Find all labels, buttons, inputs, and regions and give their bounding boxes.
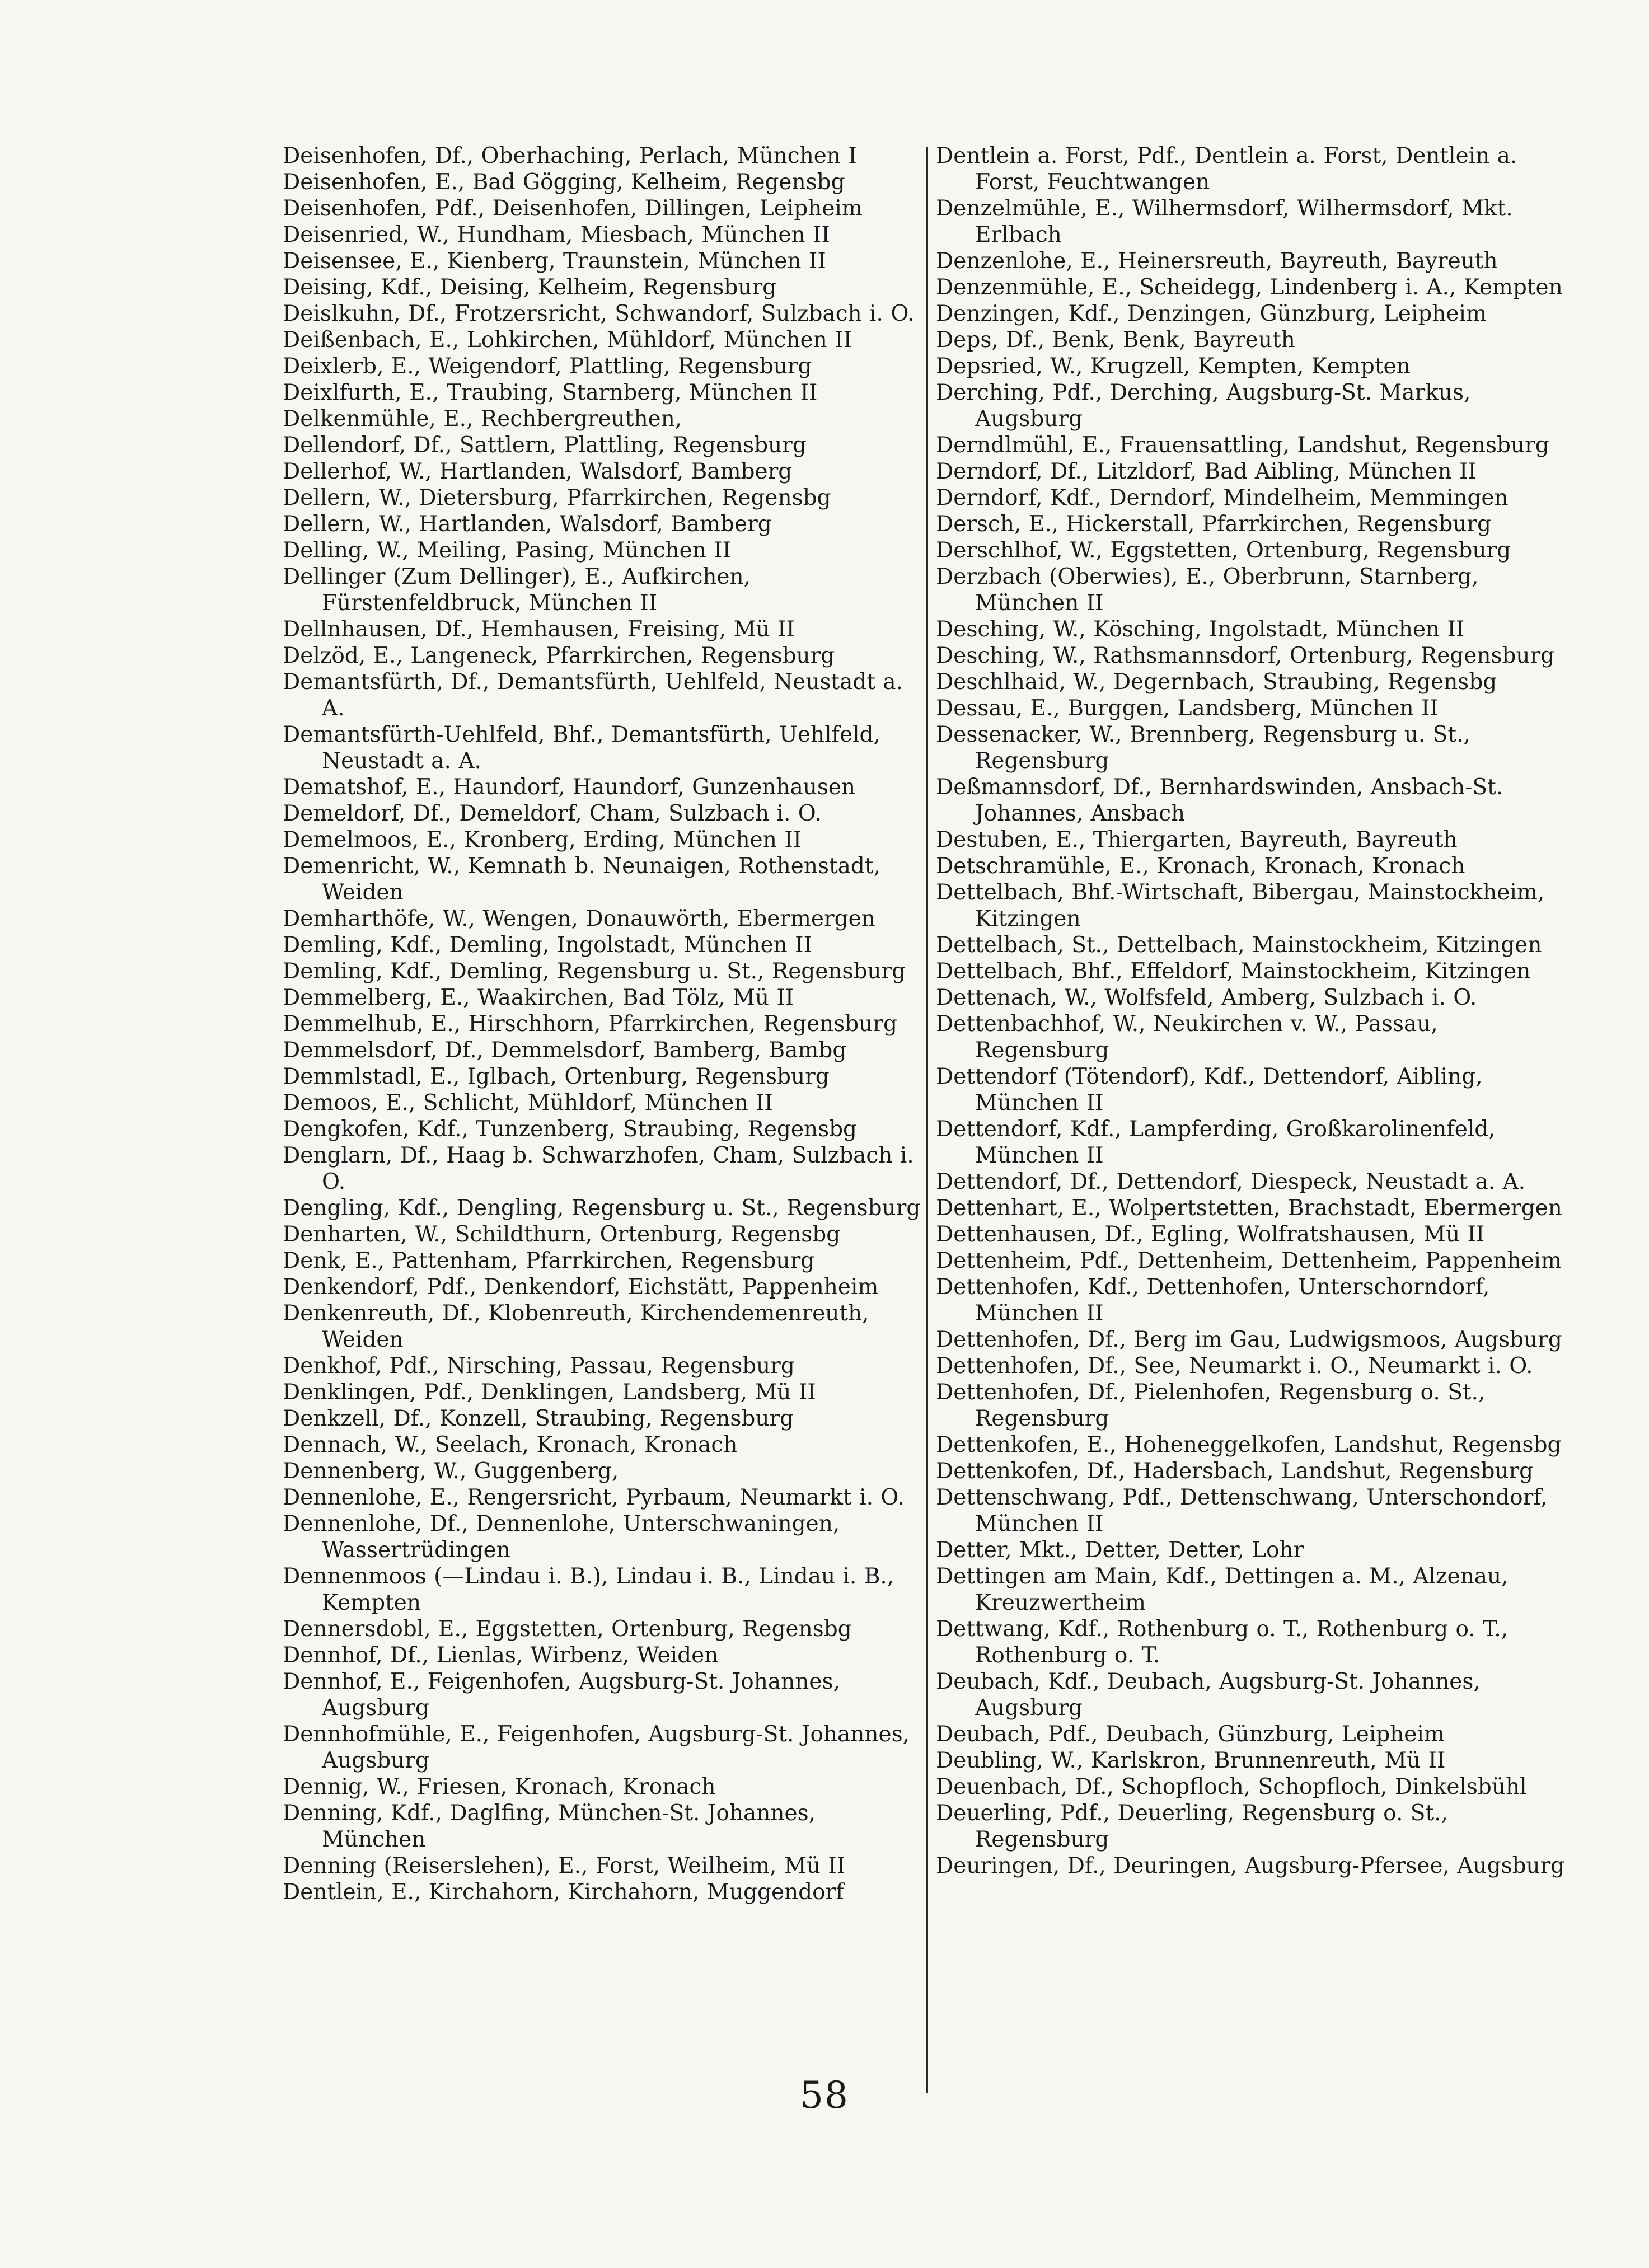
- index-entry: Deißenbach, E., Lohkirchen, Mühldorf, München II: [283, 327, 852, 353]
- index-entry: Demharthöfe, W., Wengen, Donauwörth, Ebermergen: [283, 906, 875, 931]
- index-entry: Detter, Mkt., Detter, Detter, Lohr: [936, 1538, 1304, 1563]
- index-entry: Demmelsdorf, Df., Demmelsdorf, Bamberg, Bambg: [283, 1038, 847, 1063]
- index-entry: Denning (Reiserslehen), E., Forst, Weilheim, Mü II: [283, 1853, 846, 1878]
- index-entry: Demelmoos, E., Kronberg, Erding, München II: [283, 827, 802, 852]
- index-entry: Dettenheim, Pdf., Dettenheim, Dettenheim, Pappenheim: [936, 1248, 1562, 1273]
- index-entry: Denharten, W., Schildthurn, Ortenburg, Regensbg: [283, 1222, 841, 1247]
- index-entry: Derching, Pdf., Derching, Augsburg-St. Markus, Augsburg: [936, 380, 1471, 432]
- index-entry: Demenricht, W., Kemnath b. Neunaigen, Rothenstadt, Weiden: [283, 854, 880, 905]
- index-entry: Demmlstadl, E., Iglbach, Ortenburg, Regensburg: [283, 1064, 830, 1089]
- index-entry: Dettenbachhof, W., Neukirchen v. W., Passau, Regensburg: [936, 1011, 1438, 1063]
- index-entry: Dettelbach, Bhf., Effeldorf, Mainstockheim, Kitzingen: [936, 959, 1531, 984]
- index-entry: Dentlein, E., Kirchahorn, Kirchahorn, Muggendorf: [283, 1880, 844, 1905]
- index-entry: Dennhofmühle, E., Feigenhofen, Augsburg-St. Johannes, Augsburg: [283, 1722, 910, 1773]
- index-entry: Dellendorf, Df., Sattlern, Plattling, Regensburg: [283, 433, 807, 458]
- index-entry: Deuringen, Df., Deuringen, Augsburg-Pfersee, Augsburg: [936, 1853, 1565, 1878]
- index-entry: Dettendorf (Tötendorf), Kdf., Dettendorf, Aibling, München II: [936, 1064, 1483, 1116]
- index-entry: Desching, W., Rathsmannsdorf, Ortenburg, Regensburg: [936, 643, 1555, 668]
- column-divider: [926, 147, 928, 2093]
- index-entry: Depsried, W., Krugzell, Kempten, Kempten: [936, 354, 1411, 379]
- index-entry: Deps, Df., Benk, Benk, Bayreuth: [936, 327, 1295, 353]
- index-entry: Denglarn, Df., Haag b. Schwarzhofen, Cham, Sulzbach i. O.: [283, 1143, 914, 1194]
- index-entry: Deubach, Kdf., Deubach, Augsburg-St. Johannes, Augsburg: [936, 1669, 1481, 1721]
- index-entry: Desching, W., Kösching, Ingolstadt, München II: [936, 617, 1465, 642]
- index-entry: Denkenreuth, Df., Klobenreuth, Kirchendemenreuth, Weiden: [283, 1301, 869, 1352]
- index-entry: Denning, Kdf., Daglfing, München-St. Johannes, München: [283, 1801, 816, 1852]
- index-entry: Deisenhofen, Df., Oberhaching, Perlach, München I: [283, 143, 857, 168]
- index-entry: Demeldorf, Df., Demeldorf, Cham, Sulzbach i. O.: [283, 801, 822, 826]
- index-entry: Deubach, Pdf., Deubach, Günzburg, Leipheim: [936, 1722, 1445, 1747]
- index-entry: Deislkuhn, Df., Frotzersricht, Schwandorf, Sulzbach i. O.: [283, 301, 915, 326]
- index-entry: Dennhof, E., Feigenhofen, Augsburg-St. Johannes, Augsburg: [283, 1669, 840, 1721]
- index-entry: Dellinger (Zum Dellinger), E., Aufkirchen, Fürstenfeldbruck, München II: [283, 564, 751, 616]
- index-entry: Dellerhof, W., Hartlanden, Walsdorf, Bamberg: [283, 459, 793, 484]
- index-entry: Dennhof, Df., Lienlas, Wirbenz, Weiden: [283, 1643, 719, 1668]
- index-entry: Demmelhub, E., Hirschhorn, Pfarrkirchen, Regensburg: [283, 1011, 897, 1037]
- index-entry: Detschramühle, E., Kronach, Kronach, Kronach: [936, 854, 1465, 879]
- index-entry: Deßmannsdorf, Df., Bernhardswinden, Ansbach-St. Johannes, Ansbach: [936, 775, 1503, 826]
- index-entry: Denkhof, Pdf., Nirsching, Passau, Regensburg: [283, 1353, 795, 1379]
- index-entry: Dersch, E., Hickerstall, Pfarrkirchen, Regensburg: [936, 512, 1492, 537]
- index-entry: Deisenried, W., Hundham, Miesbach, München II: [283, 222, 830, 247]
- index-entry: Derschlhof, W., Eggstetten, Ortenburg, Regensburg: [936, 538, 1511, 563]
- index-entry: Deisenhofen, Pdf., Deisenhofen, Dillingen, Leipheim: [283, 196, 863, 221]
- index-entry: Dettendorf, Kdf., Lampferding, Großkarolinenfeld, München II: [936, 1117, 1496, 1168]
- index-entry: Denzenmühle, E., Scheidegg, Lindenberg i. A., Kempten: [936, 275, 1563, 300]
- index-entry: Dellern, W., Dietersburg, Pfarrkirchen, Regensbg: [283, 485, 831, 510]
- index-entry: Demmelberg, E., Waakirchen, Bad Tölz, Mü II: [283, 985, 794, 1010]
- index-entry: Dettwang, Kdf., Rothenburg o. T., Rothenburg o. T., Rothenburg o. T.: [936, 1616, 1509, 1668]
- index-entry: Denkzell, Df., Konzell, Straubing, Regensburg: [283, 1406, 794, 1431]
- index-entry: Dessau, E., Burggen, Landsberg, München II: [936, 696, 1439, 721]
- index-entry: Dennenberg, W., Guggenberg,: [283, 1459, 619, 1484]
- index-entry: Deixlfurth, E., Traubing, Starnberg, München II: [283, 380, 818, 405]
- index-entry: Dentlein a. Forst, Pdf., Dentlein a. Forst, Dentlein a. Forst, Feuchtwangen: [936, 143, 1517, 195]
- index-entry: Dengling, Kdf., Dengling, Regensburg u. St., Regensburg: [283, 1196, 921, 1221]
- index-entry: Dengkofen, Kdf., Tunzenberg, Straubing, Regensbg: [283, 1117, 858, 1142]
- index-entry: Demling, Kdf., Demling, Ingolstadt, München II: [283, 932, 812, 958]
- index-entry: Dettingen am Main, Kdf., Dettingen a. M., Alzenau, Kreuzwertheim: [936, 1564, 1509, 1615]
- index-entry: Dettenhausen, Df., Egling, Wolfratshausen, Mü II: [936, 1222, 1485, 1247]
- index-entry: Dettendorf, Df., Dettendorf, Diespeck, Neustadt a. A.: [936, 1169, 1526, 1194]
- index-entry: Denkendorf, Pdf., Denkendorf, Eichstätt, Pappenheim: [283, 1274, 879, 1300]
- left-column: [283, 143, 924, 1905]
- index-entry: Derndorf, Kdf., Derndorf, Mindelheim, Memmingen: [936, 485, 1509, 510]
- index-entry: Dettenkofen, Df., Hadersbach, Landshut, Regensburg: [936, 1459, 1534, 1484]
- index-entry: Delling, W., Meiling, Pasing, München II: [283, 538, 732, 563]
- index-entry: Denklingen, Pdf., Denklingen, Landsberg, Mü II: [283, 1380, 816, 1405]
- index-entry: Dettenschwang, Pdf., Dettenschwang, Unterschondorf, München II: [936, 1485, 1548, 1536]
- index-entry: Dellnhausen, Df., Hemhausen, Freising, Mü II: [283, 617, 795, 642]
- index-entry: Derndlmühl, E., Frauensattling, Landshut, Regensburg: [936, 433, 1549, 458]
- index-entry: Delkenmühle, E., Rechbergreuthen,: [283, 406, 682, 432]
- index-entry: Dennach, W., Seelach, Kronach, Kronach: [283, 1432, 738, 1458]
- index-entry: Dettelbach, St., Dettelbach, Mainstockheim, Kitzingen: [936, 932, 1542, 958]
- index-entry: Dettenhofen, Df., See, Neumarkt i. O., Neumarkt i. O.: [936, 1353, 1533, 1379]
- index-entry: Deschlhaid, W., Degernbach, Straubing, Regensbg: [936, 669, 1497, 695]
- index-entry: Deuerling, Pdf., Deuerling, Regensburg o. St., Regensburg: [936, 1801, 1448, 1852]
- index-entry: Derzbach (Oberwies), E., Oberbrunn, Starnberg, München II: [936, 564, 1479, 616]
- index-entry: Dessenacker, W., Brennberg, Regensburg u. St., Regensburg: [936, 722, 1470, 774]
- index-entry: Dettenhart, E., Wolpertstetten, Brachstadt, Ebermergen: [936, 1196, 1562, 1221]
- index-entry: Destuben, E., Thiergarten, Bayreuth, Bayreuth: [936, 827, 1458, 852]
- page-number: 58: [800, 2074, 849, 2117]
- index-entry: Deisenhofen, E., Bad Gögging, Kelheim, Regensbg: [283, 170, 845, 195]
- index-entry: Derndorf, Df., Litzldorf, Bad Aibling, München II: [936, 459, 1477, 484]
- index-entry: Deubling, W., Karlskron, Brunnenreuth, Mü II: [936, 1748, 1446, 1773]
- index-entry: Dellern, W., Hartlanden, Walsdorf, Bamberg: [283, 512, 772, 537]
- index-entry: Denzenlohe, E., Heinersreuth, Bayreuth, Bayreuth: [936, 249, 1498, 274]
- index-entry: Dettenhofen, Df., Pielenhofen, Regensburg o. St., Regensburg: [936, 1380, 1486, 1431]
- index-entry: Delzöd, E., Langeneck, Pfarrkirchen, Regensburg: [283, 643, 835, 668]
- index-entry: Deixlerb, E., Weigendorf, Plattling, Regensburg: [283, 354, 812, 379]
- index-entry: Deising, Kdf., Deising, Kelheim, Regensburg: [283, 275, 777, 300]
- right-column: [936, 143, 1578, 1879]
- index-entry: Deisensee, E., Kienberg, Traunstein, München II: [283, 249, 826, 274]
- index-entry: Deuenbach, Df., Schopfloch, Schopfloch, Dinkelsbühl: [936, 1774, 1527, 1800]
- index-entry: Dettenkofen, E., Hoheneggelkofen, Landshut, Regensbg: [936, 1432, 1562, 1458]
- index-entry: Dennig, W., Friesen, Kronach, Kronach: [283, 1774, 716, 1800]
- index-entry: Denzelmühle, E., Wilhermsdorf, Wilhermsdorf, Mkt. Erlbach: [936, 196, 1513, 247]
- index-entry: Dennersdobl, E., Eggstetten, Ortenburg, Regensbg: [283, 1616, 852, 1642]
- index-entry: Dennenlohe, E., Rengersricht, Pyrbaum, Neumarkt i. O.: [283, 1485, 905, 1510]
- index-entry: Dennenmoos (—Lindau i. B.), Lindau i. B., Lindau i. B., Kempten: [283, 1564, 894, 1615]
- index-entry: Demantsfürth-Uehlfeld, Bhf., Demantsfürth, Uehlfeld, Neustadt a. A.: [283, 722, 880, 774]
- index-entry: Denk, E., Pattenham, Pfarrkirchen, Regensburg: [283, 1248, 815, 1273]
- index-entry: Dettenach, W., Wolfsfeld, Amberg, Sulzbach i. O.: [936, 985, 1477, 1010]
- index-entry: Dennenlohe, Df., Dennenlohe, Unterschwaningen, Wassertrüdingen: [283, 1511, 840, 1563]
- index-entry: Demoos, E., Schlicht, Mühldorf, München II: [283, 1090, 773, 1116]
- index-entry: Dettenhofen, Df., Berg im Gau, Ludwigsmoos, Augsburg: [936, 1327, 1562, 1352]
- index-entry: Demantsfürth, Df., Demantsfürth, Uehlfeld, Neustadt a. A.: [283, 669, 903, 721]
- index-entry: Dettenhofen, Kdf., Dettenhofen, Unterschorndorf, München II: [936, 1274, 1490, 1326]
- index-entry: Denzingen, Kdf., Denzingen, Günzburg, Leipheim: [936, 301, 1487, 326]
- index-entry: Dettelbach, Bhf.-Wirtschaft, Bibergau, Mainstockheim, Kitzingen: [936, 880, 1545, 931]
- index-entry: Demling, Kdf., Demling, Regensburg u. St., Regensburg: [283, 959, 906, 984]
- index-entry: Dematshof, E., Haundorf, Haundorf, Gunzenhausen: [283, 775, 856, 800]
